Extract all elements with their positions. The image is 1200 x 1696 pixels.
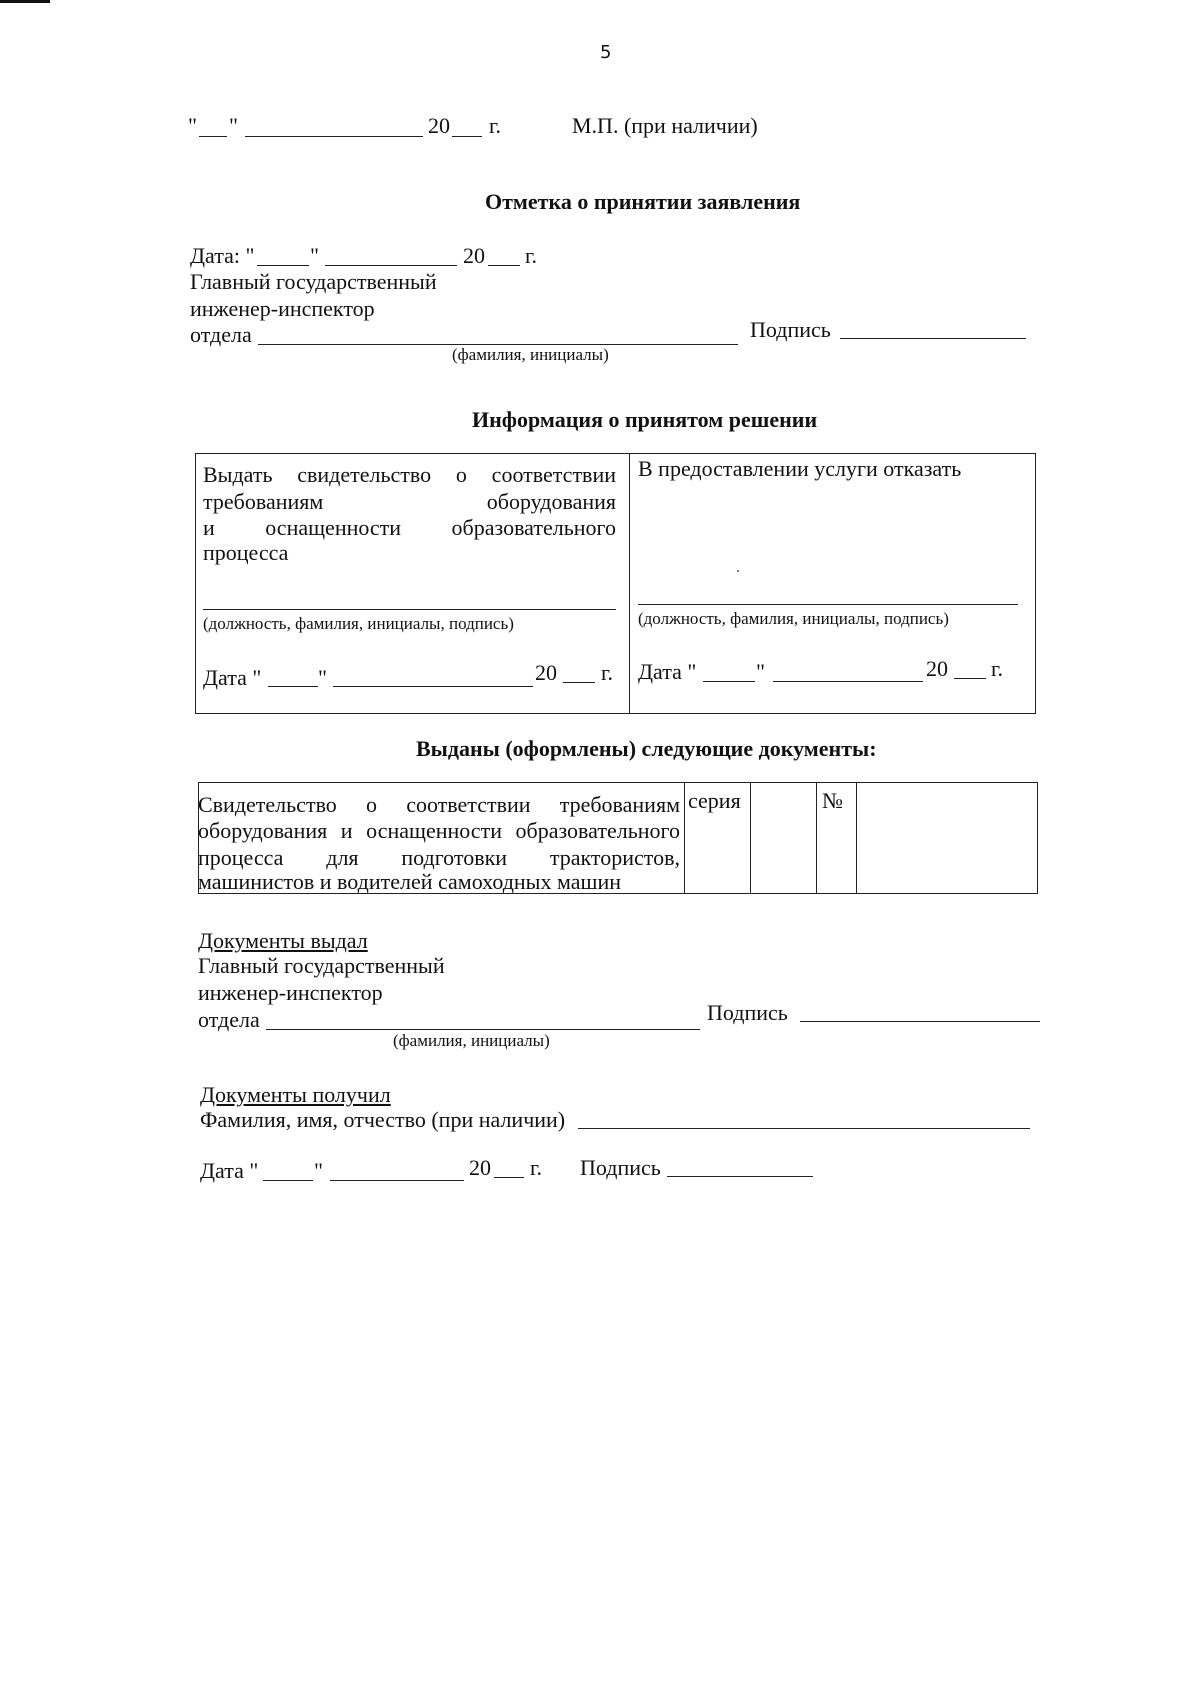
decision-table-divider [629, 453, 630, 714]
scan-dot [737, 570, 739, 572]
acceptance-date-label: Дата: " [190, 243, 255, 268]
acceptance-heading: Отметка о принятии заявления [485, 189, 801, 214]
acceptance-month-blank[interactable] [325, 265, 457, 266]
issued-by-signature-label: Подпись [707, 1000, 788, 1025]
received-by-fio-blank[interactable] [578, 1128, 1030, 1129]
acceptance-signature-blank[interactable] [840, 338, 1026, 339]
received-by-title: Документы получил [200, 1082, 391, 1107]
scan-edge-mark [0, 0, 50, 3]
top-date-quote-close: " [229, 113, 238, 138]
decision-issue-month-blank[interactable] [333, 686, 533, 687]
top-year-prefix: 20 [428, 113, 450, 138]
acceptance-name-caption: (фамилия, инициалы) [452, 345, 609, 364]
top-date-quote-open: " [188, 113, 197, 138]
decision-refuse-signature-blank[interactable] [638, 604, 1018, 605]
issued-by-position-line1: Главный государственный [198, 953, 445, 978]
decision-issue-day-blank[interactable] [268, 686, 318, 687]
received-by-year-blank[interactable] [494, 1177, 524, 1178]
issued-table-col-divider-2 [750, 782, 751, 894]
top-year-suffix: г. [489, 113, 502, 138]
decision-issue-caption: (должность, фамилия, инициалы, подпись) [203, 614, 514, 633]
page-number: 5 [600, 42, 612, 63]
issued-table-col-divider-3 [816, 782, 817, 894]
received-by-year-prefix: 20 [469, 1155, 491, 1180]
issued-heading: Выданы (оформлены) следующие документы: [416, 736, 877, 761]
acceptance-department-label: отдела [190, 322, 252, 347]
decision-heading: Информация о принятом решении [472, 407, 818, 432]
decision-issue-option-line3: и оснащенности образовательного [203, 515, 616, 540]
issued-by-name-caption: (фамилия, инициалы) [393, 1031, 550, 1050]
acceptance-day-blank[interactable] [257, 265, 309, 266]
stamp-label: М.П. (при наличии) [572, 113, 758, 138]
received-by-signature-blank[interactable] [667, 1176, 813, 1177]
issued-by-name-blank[interactable] [266, 1029, 700, 1030]
received-by-day-blank[interactable] [263, 1180, 313, 1181]
decision-issue-option-line4: процесса [203, 540, 289, 565]
decision-refuse-day-blank[interactable] [703, 681, 755, 682]
received-by-year-suffix: г. [530, 1155, 543, 1180]
decision-refuse-caption: (должность, фамилия, инициалы, подпись) [638, 609, 949, 628]
received-by-fio-label: Фамилия, имя, отчество (при наличии) [200, 1107, 566, 1132]
decision-issue-date-label: Дата " [203, 665, 262, 690]
decision-issue-option-line1: Выдать свидетельство о соответствии [203, 462, 616, 487]
top-day-blank[interactable] [199, 136, 227, 137]
acceptance-year-blank[interactable] [488, 265, 520, 266]
decision-issue-date-quote: " [318, 665, 327, 690]
decision-refuse-year-suffix: г. [991, 656, 1004, 681]
decision-refuse-date-quote: " [756, 659, 765, 684]
issued-table-col-divider-4 [856, 782, 857, 894]
decision-issue-year-suffix: г. [601, 660, 614, 685]
issued-table-col-divider-1 [684, 782, 685, 894]
issued-series-label: серия [688, 788, 741, 813]
acceptance-position-line2: инженер-инспектор [190, 296, 375, 321]
decision-refuse-option: В предоставлении услуги отказать [638, 456, 962, 481]
issued-by-department-label: отдела [198, 1007, 260, 1032]
issued-by-signature-blank[interactable] [800, 1021, 1040, 1022]
acceptance-position-line1: Главный государственный [190, 269, 437, 294]
decision-issue-signature-blank[interactable] [203, 609, 616, 610]
acceptance-date-quote: " [310, 243, 319, 268]
received-by-date-quote: " [314, 1158, 323, 1183]
issued-number-label: № [822, 788, 843, 813]
decision-issue-year-prefix: 20 [535, 660, 557, 685]
acceptance-signature-label: Подпись [750, 317, 831, 342]
decision-refuse-year-prefix: 20 [926, 656, 948, 681]
issued-by-title: Документы выдал [198, 928, 368, 953]
issued-doc-line3: процесса для подготовки трактористов, [198, 845, 680, 870]
received-by-date-label: Дата " [200, 1158, 259, 1183]
issued-doc-line2: оборудования и оснащенности образовательного [198, 818, 680, 843]
acceptance-year-suffix: г. [525, 243, 538, 268]
received-by-month-blank[interactable] [330, 1180, 464, 1181]
decision-refuse-date-label: Дата " [638, 659, 697, 684]
top-year-blank[interactable] [452, 136, 482, 137]
decision-issue-year-blank[interactable] [563, 682, 595, 683]
decision-issue-option-line2: требованиям оборудования [203, 489, 616, 514]
issued-by-position-line2: инженер-инспектор [198, 980, 383, 1005]
received-by-signature-label: Подпись [580, 1155, 661, 1180]
issued-doc-line1: Свидетельство о соответствии требованиям [198, 792, 680, 817]
issued-doc-line4: машинистов и водителей самоходных машин [198, 869, 621, 894]
acceptance-year-prefix: 20 [463, 243, 485, 268]
decision-refuse-year-blank[interactable] [954, 678, 986, 679]
top-month-blank[interactable] [245, 136, 423, 137]
decision-refuse-month-blank[interactable] [773, 681, 923, 682]
